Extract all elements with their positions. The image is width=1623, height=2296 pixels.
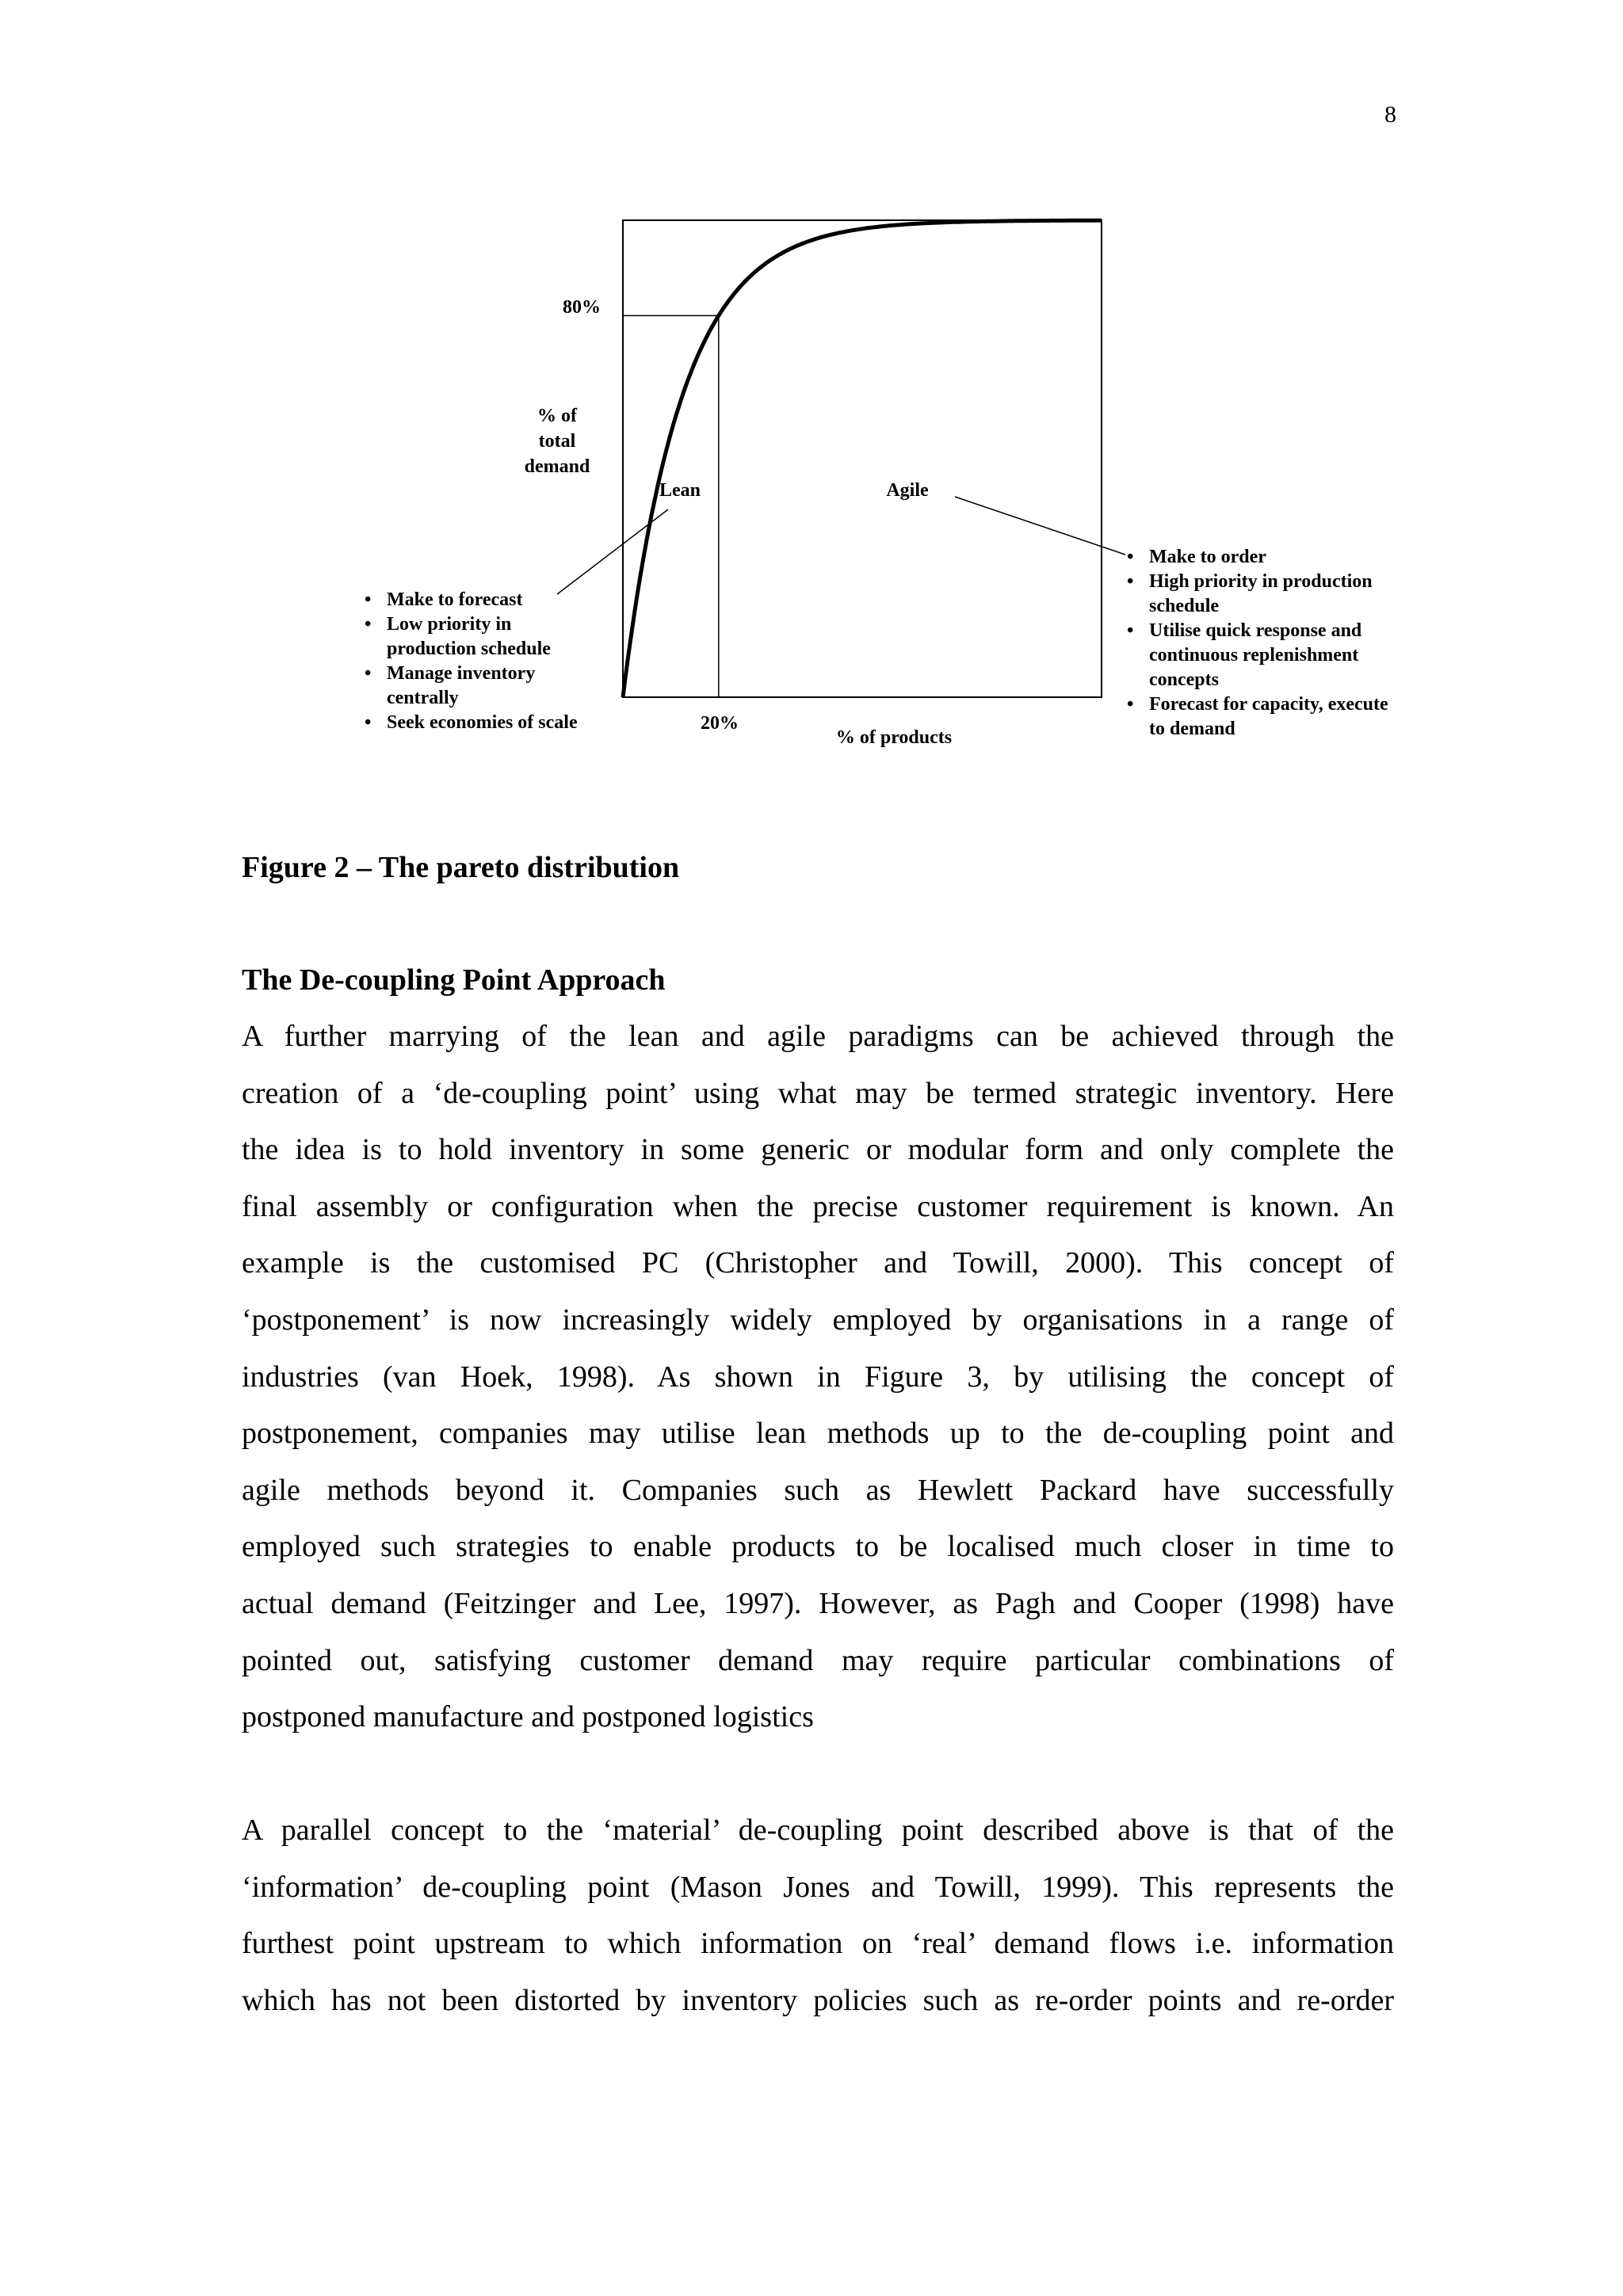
body-paragraph-2 [242, 1802, 1394, 2029]
text-line: postponed manufacture and postponed logistics [242, 1700, 814, 1734]
page-number: 8 [1384, 101, 1396, 128]
y-axis-label-line-3: demand [524, 456, 590, 477]
text-line: pointed out, satisfying customer demand may require particular combinations of [242, 1643, 1394, 1677]
text-line: creation of a ‘de-coupling point’ using what may be termed strategic inventory. Here [242, 1076, 1394, 1110]
text-line: furthest point upstream to which information on ‘real’ demand flows i.e. information [242, 1927, 1394, 1961]
lean-bullet-item: • Make to forecast [363, 588, 585, 612]
agile-bullet-item: • Utilise quick response and continuous replenishment concepts [1125, 619, 1395, 692]
text-line: which has not been distorted by inventory policies such as re-order points and re-order [242, 1983, 1394, 2017]
x-tick-label: 20% [701, 713, 739, 734]
agile-characteristics-list [1125, 545, 1395, 742]
pareto-curve [623, 220, 1102, 697]
y-tick-label: 80% [563, 297, 601, 318]
agile-bullet-item: • Forecast for capacity, execute to demand [1125, 692, 1395, 742]
region-label-lean: Lean [659, 480, 701, 501]
chart-frame [623, 220, 1102, 697]
text-line: ‘information’ de-coupling point (Mason Jones and Towill, 1999). This represents the [242, 1870, 1394, 1904]
agile-bullet-item: • High priority in production schedule [1125, 570, 1395, 619]
text-line: A further marrying of the lean and agile paradigms can be achieved through the [242, 1020, 1394, 1053]
agile-bullet-item: • Make to order [1125, 545, 1395, 570]
y-axis-label-line-2: total [538, 431, 576, 452]
text-line: actual demand (Feitzinger and Lee, 1997). However, as Pagh and Cooper (1998) have [242, 1586, 1394, 1620]
region-label-agile: Agile [886, 480, 929, 501]
lean-bullet-item: • Low priority in production schedule [363, 612, 585, 662]
lean-bullet-item: • Seek economies of scale [363, 711, 585, 735]
y-axis-label-line-1: % of [537, 406, 577, 426]
text-line: final assembly or configuration when the precise customer requirement is known. An [242, 1189, 1394, 1223]
lean-callout-line [557, 509, 668, 594]
x-axis-label: % of products [835, 727, 953, 748]
text-line: example is the customised PC (Christopher and Towill, 2000). This concept of [242, 1246, 1394, 1280]
lean-characteristics-list [363, 588, 585, 735]
text-line: A parallel concept to the ‘material’ de-coupling point described above is that of the [242, 1814, 1394, 1847]
body-paragraph-1 [242, 1009, 1394, 1746]
text-line: agile methods beyond it. Companies such as Hewlett Packard have successfully [242, 1473, 1394, 1507]
text-line: postponement, companies may utilise lean methods up to the de-coupling point and [242, 1417, 1394, 1451]
text-line: ‘postponement’ is now increasingly widely employed by organisations in a range of [242, 1302, 1394, 1337]
agile-callout-line [955, 497, 1125, 555]
text-line: the idea is to hold inventory in some generic or modular form and only complete the [242, 1133, 1394, 1167]
text-line: industries (van Hoek, 1998). As shown in Figure 3, by utilising the concept of [242, 1360, 1394, 1394]
section-heading: The De-coupling Point Approach [242, 963, 666, 997]
text-line: employed such strategies to enable products to be localised much closer in time to [242, 1530, 1394, 1564]
lean-bullet-item: • Manage inventory centrally [363, 662, 585, 711]
figure-caption: Figure 2 – The pareto distribution [242, 851, 680, 884]
